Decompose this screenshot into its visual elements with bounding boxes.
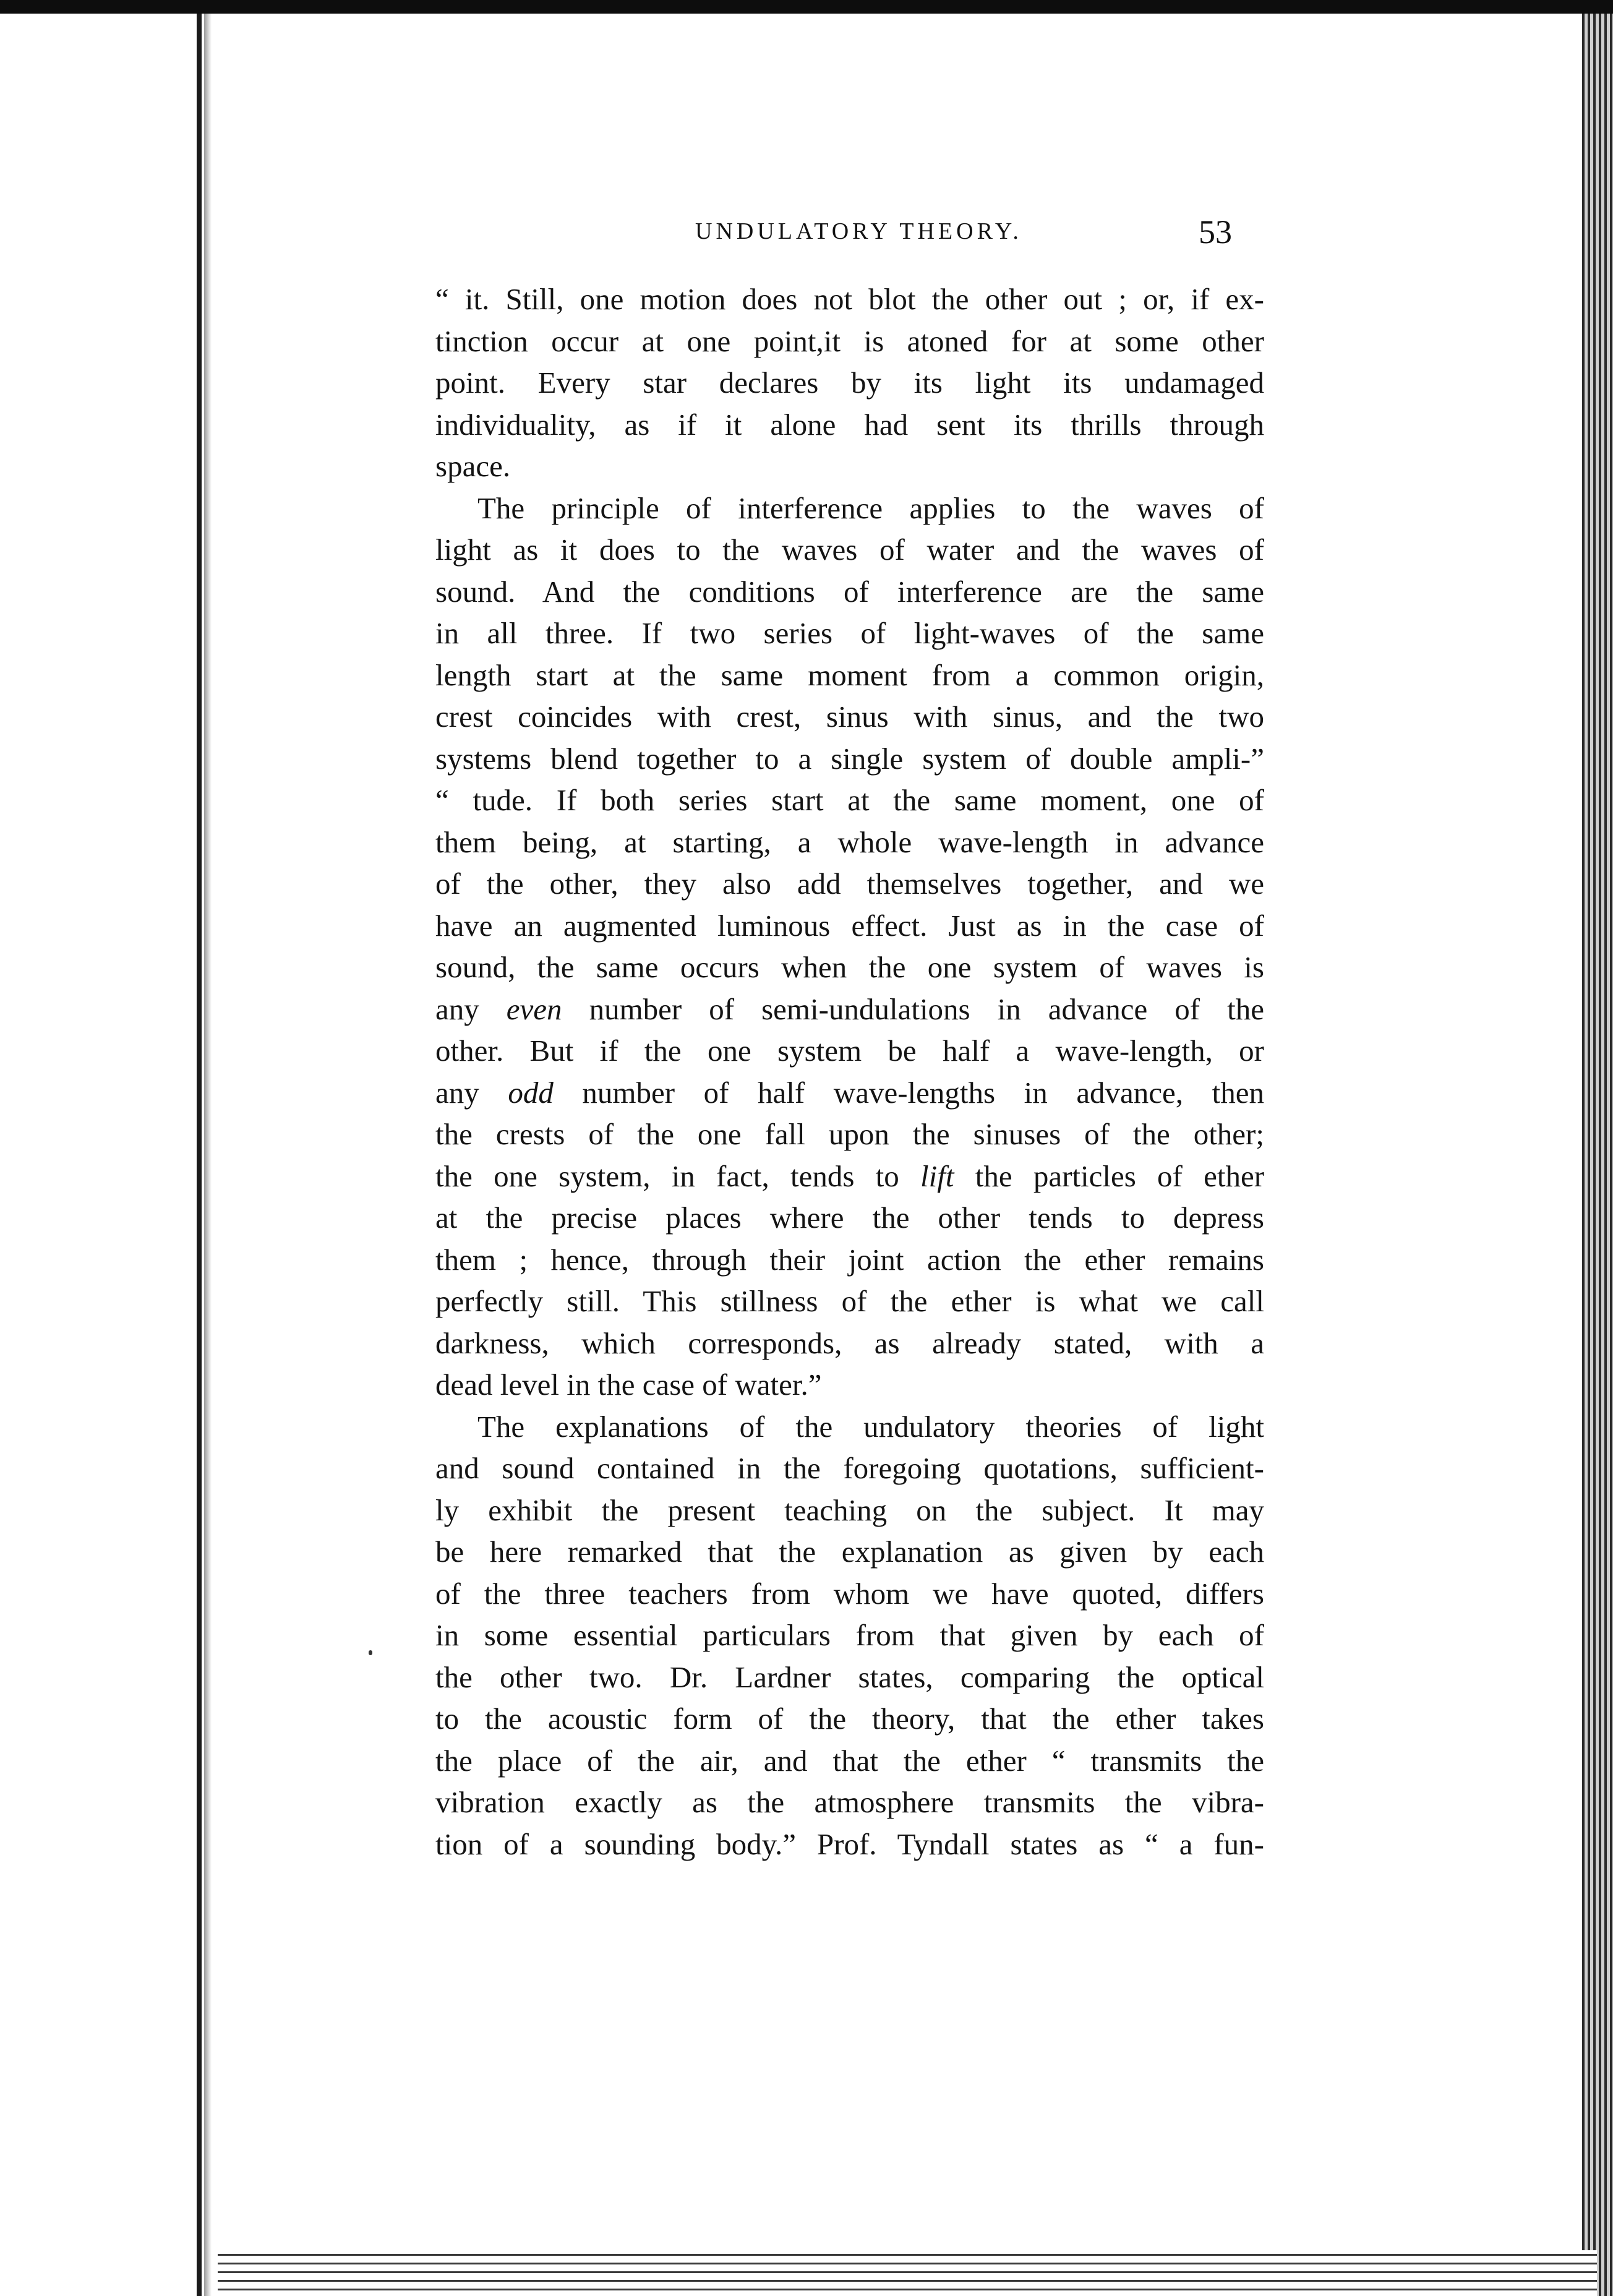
text-line: in all three. If two series of light-waves of the same [435, 616, 1264, 650]
text-line [435, 1072, 1264, 1114]
text-line: and sound contained in the foregoing quotations, sufficient- [435, 1451, 1264, 1485]
text-line: them being, at starting, a whole wave-length in advance [435, 825, 1264, 859]
text-line [435, 988, 1264, 1030]
text-fragment: the particles of ether [975, 1159, 1265, 1193]
body-text [435, 278, 1264, 1865]
text-line: crest coincides with crest, sinus with sinus, and the two [435, 700, 1264, 734]
text-line: have an augmented luminous effect. Just as in the case of [435, 908, 1264, 943]
text-line: sound, the same occurs when the one system of waves is [435, 950, 1264, 984]
text-line: “ tude. If both series start at the same moment, one of [435, 783, 1264, 817]
text-line: at the precise places where the other tends to depress [435, 1201, 1264, 1235]
text-line: dead level in the case of water.” [435, 1368, 822, 1402]
text-fragment: any [435, 1075, 479, 1110]
text-line: point. Every star declares by its light its undamaged [435, 366, 1264, 400]
text-fragment: number of semi-undulations in advance of the [589, 992, 1265, 1026]
page-stack-edge-bottom [218, 2250, 1597, 2296]
text-line: in some essential particulars from that given by each of [435, 1618, 1264, 1652]
text-line [435, 1155, 1264, 1197]
text-line: to the acoustic form of the theory, that the ether takes [435, 1702, 1264, 1736]
text-line: the other two. Dr. Lardner states, comparing the optical [435, 1660, 1264, 1694]
page-number: 53 [1199, 213, 1232, 251]
text-line: other. But if the one system be half a wave-length, or [435, 1034, 1264, 1068]
text-line: the crests of the one fall upon the sinuses of the other; [435, 1117, 1264, 1151]
text-fragment: number of half wave-lengths in advance, then [582, 1075, 1264, 1110]
text-line: “ it. Still, one motion does not blot the other out ; or, if ex- [435, 282, 1264, 316]
gutter-shadow [204, 14, 212, 2296]
text-line: tion of a sounding body.” Prof. Tyndall states as “ a fun- [435, 1827, 1264, 1861]
running-title: UNDULATORY THEORY. [695, 218, 1022, 244]
text-line: tinction occur at one point,it is atoned for at some other [435, 323, 1264, 358]
facing-page-left [0, 14, 202, 2296]
text-line: them ; hence, through their joint action the ether remains [435, 1242, 1264, 1277]
text-line: be here remarked that the explanation as given by each [435, 1535, 1264, 1569]
italic-word: lift [920, 1159, 954, 1193]
text-line: darkness, which corresponds, as already stated, with a [435, 1326, 1264, 1360]
italic-word: even [506, 992, 562, 1026]
text-line: length start at the same moment from a common origin, [435, 658, 1264, 692]
text-line: sound. And the conditions of interference are the same [435, 574, 1264, 609]
text-line: The principle of interference applies to the waves of [477, 490, 1264, 525]
text-line: light as it does to the waves of water and the waves of [435, 533, 1264, 567]
scan-top-border [0, 0, 1613, 14]
text-line: systems blend together to a single system of double ampli-” [435, 741, 1264, 776]
italic-word: odd [508, 1075, 554, 1110]
text-fragment: the one system, in fact, tends to [435, 1159, 899, 1193]
text-line: ly exhibit the present teaching on the subject. It may [435, 1493, 1264, 1527]
text-line: individuality, as if it alone had sent its thrills through [435, 407, 1264, 442]
ink-speck [369, 1650, 372, 1655]
text-fragment: any [435, 992, 479, 1026]
text-line: vibration exactly as the atmosphere transmits the vibra- [435, 1785, 1264, 1819]
text-line: of the other, they also add themselves together, and we [435, 867, 1264, 901]
page-stack-edge-right [1582, 14, 1613, 2296]
text-line: of the three teachers from whom we have quoted, differs [435, 1576, 1264, 1611]
text-line: The explanations of the undulatory theories of light [477, 1409, 1264, 1444]
text-line: perfectly still. This stillness of the ether is what we call [435, 1284, 1264, 1318]
text-line: space. [435, 449, 511, 483]
text-line: the place of the air, and that the ether “ transmits the [435, 1743, 1264, 1778]
